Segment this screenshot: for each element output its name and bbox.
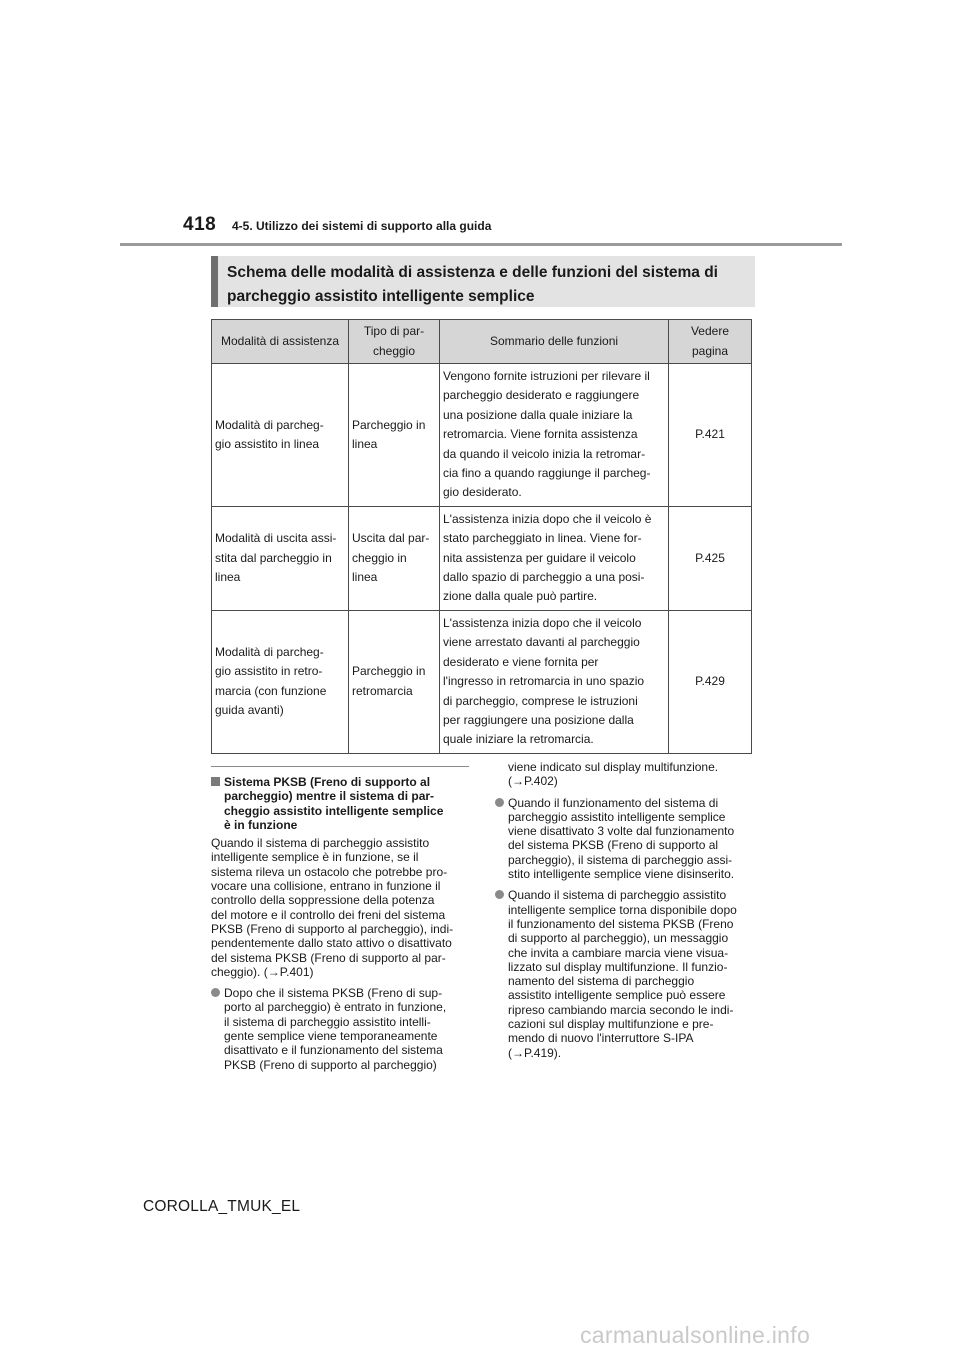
header-text: Tipo di par- xyxy=(363,324,425,339)
header-text: cheggio xyxy=(372,343,416,358)
cell-page-ref: P.429 xyxy=(669,610,752,753)
cell-line: stita dal parcheggio in xyxy=(215,550,332,565)
section-heading-line: Schema delle modalità di assistenza e delle funzioni del sistema di xyxy=(227,264,718,281)
text-line: namento del sistema di parcheggio xyxy=(508,974,695,989)
cell-line: Parcheggio in xyxy=(352,664,426,679)
text-line: cheggio assistito intelligente semplice xyxy=(224,803,444,818)
text-line: intelligente semplice è in funzione, se il xyxy=(211,850,419,865)
col-header-mode xyxy=(212,320,349,364)
text-line: pendentemente dallo stato attivo o disattivato xyxy=(211,936,452,951)
cell-type xyxy=(349,506,440,610)
text-line: PKSB (Freno di supporto al parcheggio) xyxy=(224,1057,437,1072)
text-line: gente semplice viene temporaneamente xyxy=(224,1029,438,1044)
text-line: parcheggio assistito intelligente semplice xyxy=(508,809,726,824)
text-line: assistito intelligente semplice può essere xyxy=(508,988,726,1003)
cell-line: guida avanti) xyxy=(215,703,284,718)
cell-summary xyxy=(440,364,669,507)
text-line: stito intelligente semplice viene disinserito. xyxy=(508,867,735,882)
cell-line: Vengono fornite istruzioni per rilevare il xyxy=(443,369,650,383)
text-line: del motore e il controllo dei freni del sistema xyxy=(211,907,446,922)
text-line: lizzato sul display multifunzione. Il funzio- xyxy=(508,959,728,974)
header-rule xyxy=(120,243,842,246)
square-bullet-icon xyxy=(211,777,220,786)
cell-line: gio desiderato. xyxy=(443,485,522,500)
cell-line: L'assistenza inizia dopo che il veicolo xyxy=(443,615,642,630)
page-number: 418 xyxy=(183,214,217,235)
col-header-type xyxy=(349,320,440,364)
cell-type xyxy=(349,364,440,507)
assist-modes-table xyxy=(211,319,752,754)
cell-page-ref: P.421 xyxy=(669,364,752,507)
cell-line: L'assistenza inizia dopo che il veicolo è xyxy=(443,511,652,526)
cell-line: Modalità di parcheg- xyxy=(215,644,324,659)
cell-line: cia fino a quando raggiunge il parcheg- xyxy=(443,466,651,481)
header-text: Sommario delle funzioni xyxy=(489,333,619,348)
text-line: sistema rileva un ostacolo che potrebbe pro- xyxy=(211,864,448,879)
bullet-item xyxy=(211,986,469,1072)
cell-line: per raggiungere una posizione dalla xyxy=(443,712,634,727)
text-line: del sistema PKSB (Freno di supporto al par- xyxy=(211,950,446,965)
text-line: del sistema PKSB (Freno di supporto al xyxy=(508,838,719,853)
cell-mode xyxy=(212,506,349,610)
cell-line: cheggio in xyxy=(352,550,407,565)
cell-summary xyxy=(440,610,669,753)
cell-line: Modalità di parcheg- xyxy=(215,417,324,432)
section-heading xyxy=(211,256,755,307)
cell-line: parcheggio desiderato e raggiungere xyxy=(443,388,640,403)
col-header-summary xyxy=(440,320,669,364)
bullet-item xyxy=(495,796,751,882)
text-line: mendo di nuovo l'interruttore S-IPA xyxy=(508,1031,694,1046)
text-line: controllo della soppressione della potenza xyxy=(211,893,435,908)
table-row xyxy=(212,610,752,753)
cell-line: retromarcia xyxy=(352,683,413,698)
cell-line: nita assistenza per guidare il veicolo xyxy=(443,550,636,565)
text-line: porto al parcheggio) è entrato in funzione, xyxy=(224,1000,447,1015)
text-line: il funzionamento del sistema PKSB (Freno xyxy=(508,916,734,931)
round-bullet-icon xyxy=(211,988,220,997)
right-text-column xyxy=(495,760,751,1060)
left-text-column xyxy=(211,766,469,1072)
cell-line: linea xyxy=(352,570,378,585)
text-line: cazioni sul display multifunzione e pre- xyxy=(508,1017,714,1032)
cell-line: stato parcheggiato in linea. Viene for- xyxy=(443,531,642,546)
cell-line: zione dalla quale può partire. xyxy=(443,589,598,604)
cell-line: da quando il veicolo inizia la retromar- xyxy=(443,446,646,461)
text-line: Quando il sistema di parcheggio assistito xyxy=(211,836,430,851)
text-line: (→P.419). xyxy=(508,1045,562,1060)
cell-page-ref: P.425 xyxy=(669,506,752,610)
cell-line: quale iniziare la retromarcia. xyxy=(443,732,594,747)
table-header-row xyxy=(212,320,752,364)
cell-line: linea xyxy=(352,436,378,451)
footer-doc-code: COROLLA_TMUK_EL xyxy=(143,1198,301,1215)
cell-line: viene arrestato davanti al parcheggio xyxy=(443,635,640,650)
subsection-heading xyxy=(211,775,469,832)
body-paragraph xyxy=(211,836,469,979)
section-heading-line: parcheggio assistito intelligente semplice xyxy=(227,288,535,305)
cell-mode xyxy=(212,364,349,507)
cell-line: Modalità di uscita assi- xyxy=(215,531,337,546)
col-header-page xyxy=(669,320,752,364)
header-text: Modalità di assistenza xyxy=(220,333,340,348)
header-text: pagina xyxy=(691,343,729,358)
cell-line: desiderato e viene fornita per xyxy=(443,654,599,669)
cell-type xyxy=(349,610,440,753)
text-line: che invita a cambiare marcia viene visua- xyxy=(508,945,729,960)
cell-line: dallo spazio di parcheggio a una posi- xyxy=(443,570,645,585)
text-line: disattivato e il funzionamento del sistema xyxy=(224,1043,443,1058)
text-line: Dopo che il sistema PKSB (Freno di sup- xyxy=(224,986,443,1001)
cell-line: una posizione dalla quale iniziare la xyxy=(443,407,633,422)
table-row xyxy=(212,364,752,507)
text-line: è in funzione xyxy=(224,817,298,832)
text-line: parcheggio), il sistema di parcheggio assi- xyxy=(508,852,733,867)
cell-line: di parcheggio, comprese le istruzioni xyxy=(443,693,638,708)
text-line: intelligente semplice torna disponibile dopo xyxy=(508,902,737,917)
cell-line: l'ingresso in retromarcia in uno spazio xyxy=(443,674,645,689)
cell-summary xyxy=(440,506,669,610)
text-line: Sistema PKSB (Freno di supporto al xyxy=(224,775,431,789)
round-bullet-icon xyxy=(495,798,504,807)
watermark: carmanualsonline.info xyxy=(580,1322,811,1348)
cell-line: retromarcia. Viene fornita assistenza xyxy=(443,427,638,442)
subsection-rule xyxy=(211,766,469,767)
text-line: Quando il sistema di parcheggio assistito xyxy=(508,888,727,903)
cell-line: gio assistito in linea xyxy=(215,436,320,451)
text-line: (→P.402) xyxy=(508,774,558,789)
text-line: parcheggio) mentre il sistema di par- xyxy=(224,789,435,804)
cell-line: Parcheggio in xyxy=(352,417,426,432)
text-line: PKSB (Freno di supporto al parcheggio), indi- xyxy=(211,921,454,936)
chapter-title: 4-5. Utilizzo dei sistemi di supporto alla guida xyxy=(232,219,492,233)
bullet-continuation xyxy=(495,760,751,789)
cell-line: gio assistito in retro- xyxy=(215,664,323,679)
cell-line: Uscita dal par- xyxy=(352,531,430,546)
bullet-item xyxy=(495,888,751,1060)
text-line: viene disattivato 3 volte dal funzionamento xyxy=(508,824,735,839)
cell-line: linea xyxy=(215,570,241,585)
text-line: ripreso cambiando marcia secondo le indi- xyxy=(508,1002,734,1017)
round-bullet-icon xyxy=(495,890,504,899)
table-row xyxy=(212,506,752,610)
header-text: Vedere xyxy=(690,324,730,339)
cell-mode xyxy=(212,610,349,753)
cell-line: marcia (con funzione xyxy=(215,683,327,698)
text-line: vocare una collisione, entrano in funzione il xyxy=(211,879,441,894)
text-line: Quando il funzionamento del sistema di xyxy=(508,795,719,810)
text-line: cheggio). (→P.401) xyxy=(211,964,314,979)
text-line: di supporto al parcheggio), un messaggio xyxy=(508,931,729,946)
text-line: viene indicato sul display multifunzione. xyxy=(508,760,719,774)
text-line: il sistema di parcheggio assistito intelli- xyxy=(224,1014,431,1029)
